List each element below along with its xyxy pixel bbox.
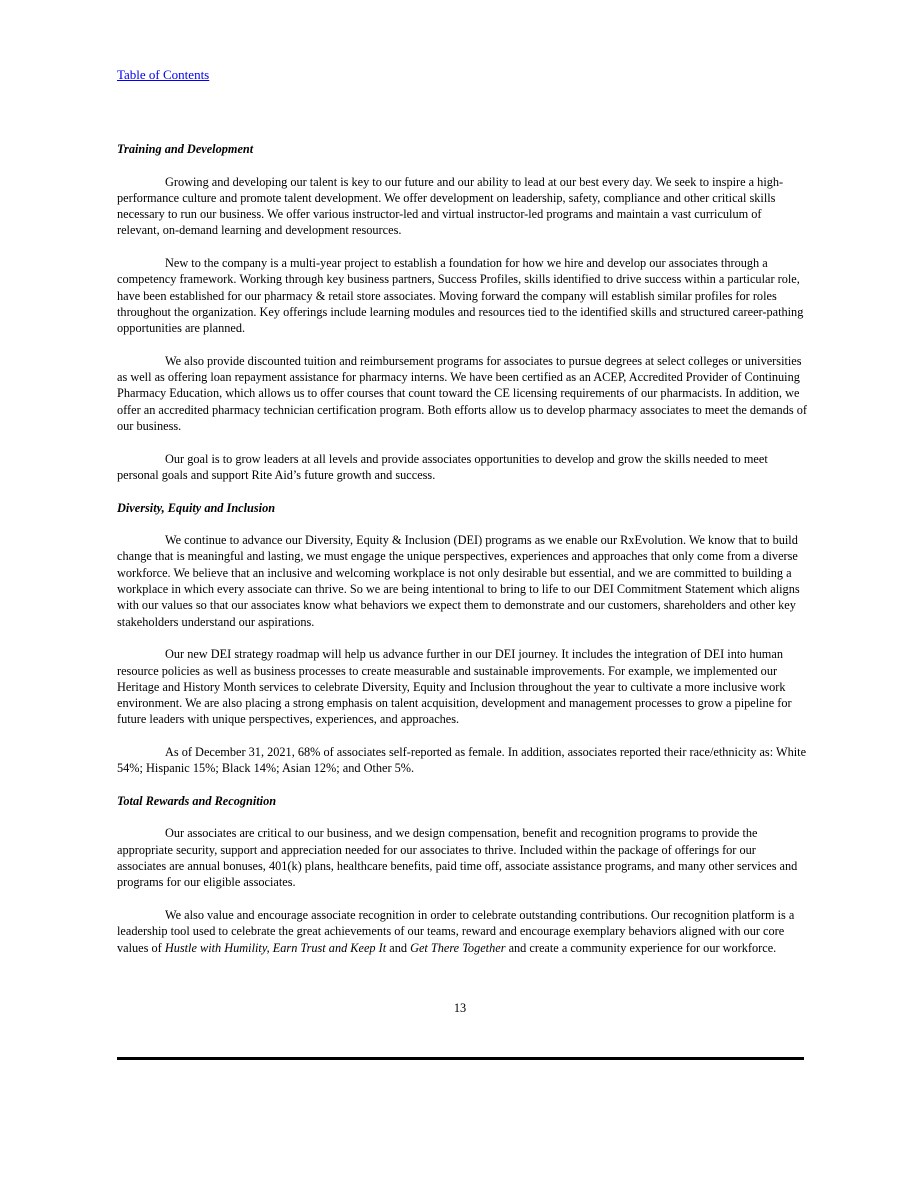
rewards-p2-text-c: and (386, 940, 411, 955)
page-body (117, 141, 807, 956)
dei-paragraph-3: As of December 31, 2021, 68% of associates self-reported as female. In addition, associates reported their race/ethnicity as: White 54%; Hispanic 15%; Black 14%; Asian 12%; and Other 5%. (117, 744, 807, 776)
dei-paragraph-2: Our new DEI strategy roadmap will help us advance further in our DEI journey. It includes the integration of DEI into human resource policies as well as business processes to create measurable and sustainable improvements. For example, we implemented our Heritage and History Month services to celebrate Diversity, Equity and Inclusion throughout the year to cultivate a more inclusive work environment. We are also placing a strong emphasis on talent acquisition, development and management processes to grow a pipeline for future leaders with unique perspectives, experiences, and approaches. (117, 647, 792, 727)
rewards-paragraph-2 (117, 907, 807, 956)
training-paragraph-1: Growing and developing our talent is key to our future and our ability to lead at our best every day. We seek to inspire a high-performance culture and promote talent development. We offer development on leadership, safety, compliance and other critical skills necessary to run our business. We offer various instructor-led and virtual instructor-led programs and maintain a vast curriculum of relevant, on-demand learning and development resources. (117, 174, 784, 238)
rewards-p2-text-e: and create a community experience for our workforce. (505, 940, 777, 955)
page-number: 13 (453, 1001, 467, 1015)
training-paragraph-2: New to the company is a multi-year project to establish a foundation for how we hire and develop our associates through a competency framework. Working through key business partners, Success Profiles, skills identified to drive success within a particular role, have been established for our pharmacy & retail store associates. Moving forward the company will establish similar profiles for roles throughout the organization. Key offerings include learning modules and resources tied to the identified skills and structured career-pathing opportunities are planned. (117, 256, 804, 336)
page-footer-rule (117, 1057, 804, 1060)
core-value-get-there: Get There Together (410, 940, 506, 955)
rewards-paragraph-1: Our associates are critical to our business, and we design compensation, benefit and recognition programs to provide the appropriate security, support and appreciation needed for our associates to thrive. Included within the package of offerings for our associates are annual bonuses, 401(k) plans, healthcare benefits, paid time off, associate assistance programs, and many other services and programs for our eligible associates. (117, 826, 798, 890)
dei-paragraph-1: We continue to advance our Diversity, Equity & Inclusion (DEI) programs as we enable our RxEvolution. We know that to build change that is meaningful and lasting, we must engage the unique perspectives, experiences and approaches that only come from a diverse workforce. We believe that an inclusive and welcoming workplace is not only desirable but essential, and we are committed to building a workplace in which every associate can thrive. So we are being intentional to bring to life to our DEI Commitment Statement which aligns with our values so that our associates know what behaviors we expect them to demonstrate and our customers, shareholders and other key stakeholders understand our aspirations. (117, 533, 800, 629)
training-heading: Training and Development (117, 142, 254, 156)
rewards-p2-text-a: We also value and encourage associate recognition in order to celebrate outstanding contributions. Our recognition platform is a leadership tool used to celebrate the great achievements of our teams, reward and encourage exemplary behaviors aligned with our core values of (117, 907, 795, 955)
core-value-hustle: Hustle with Humility, Earn Trust and Keep It (164, 940, 387, 955)
training-paragraph-4: Our goal is to grow leaders at all levels and provide associates opportunities to develop and grow the skills needed to meet personal goals and support Rite Aid’s future growth and success. (117, 451, 768, 482)
table-of-contents-link[interactable]: Table of Contents (117, 67, 210, 82)
dei-heading: Diversity, Equity and Inclusion (117, 500, 276, 515)
rewards-heading: Total Rewards and Recognition (117, 793, 277, 808)
training-paragraph-3: We also provide discounted tuition and reimbursement programs for associates to pursue degrees at select colleges or universities as well as offering loan repayment assistance for pharmacy interns. We have been certified as an ACEP, Accredited Provider of Continuing Pharmacy Education, which allows us to offer courses that count toward the CE licensing requirements of our pharmacists. In addition, we offer an accredited pharmacy technician certification program. Both efforts allow us to develop pharmacy associates to meet the demands of our business. (117, 353, 807, 434)
